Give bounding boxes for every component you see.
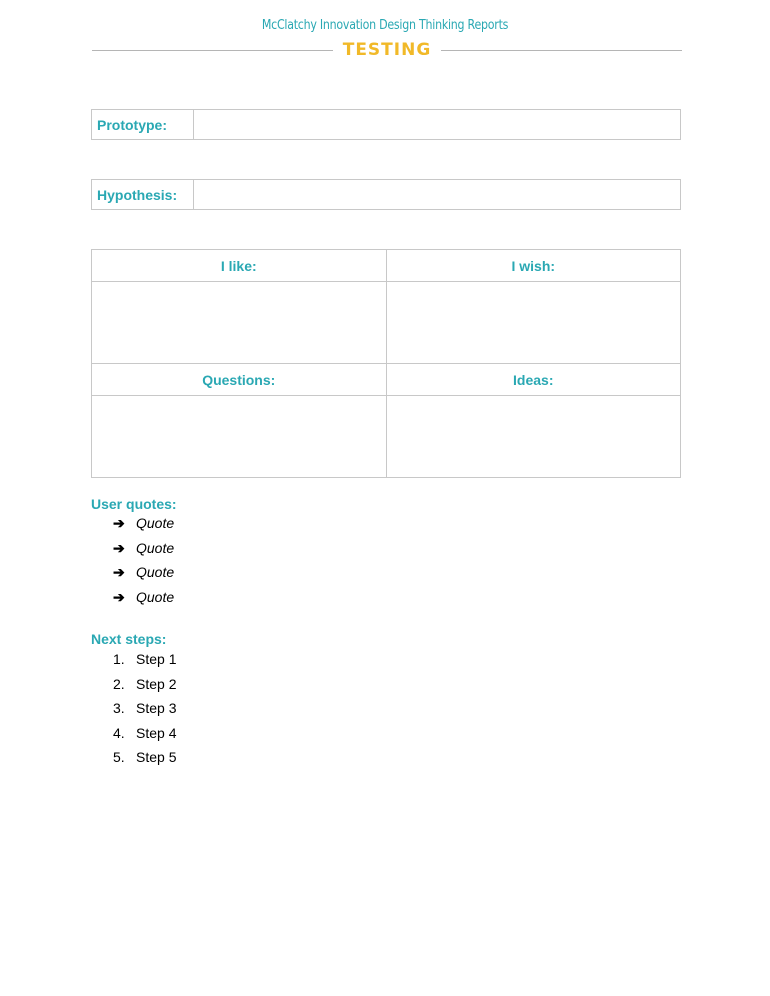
quote-text: Quote xyxy=(136,588,175,605)
list-item xyxy=(113,650,176,675)
list-item xyxy=(113,563,174,588)
next-steps-heading: Next steps: xyxy=(91,631,167,647)
list-item xyxy=(113,724,176,749)
step-text: Step 3 xyxy=(136,700,177,717)
step-number: 2. xyxy=(113,675,125,692)
step-number: 4. xyxy=(113,724,125,741)
list-item xyxy=(113,588,174,613)
hypothesis-table xyxy=(91,179,681,210)
feedback-grid xyxy=(91,249,681,478)
user-quotes-list xyxy=(113,514,174,612)
prototype-value[interactable] xyxy=(194,110,681,140)
page-title: TESTING xyxy=(342,40,432,60)
step-text: Step 2 xyxy=(136,675,177,692)
questions-cell[interactable] xyxy=(92,396,387,478)
user-quotes-heading: User quotes: xyxy=(91,496,177,512)
ideas-cell[interactable] xyxy=(386,396,681,478)
list-item xyxy=(113,699,176,724)
report-subtitle: McClatchy Innovation Design Thinking Reports xyxy=(261,18,509,33)
i-wish-header: I wish: xyxy=(386,250,681,282)
next-steps-list xyxy=(113,650,176,773)
step-text: Step 5 xyxy=(136,749,177,766)
step-number: 1. xyxy=(113,651,125,667)
ideas-header: Ideas: xyxy=(386,364,681,396)
hypothesis-value[interactable] xyxy=(194,180,681,210)
title-row xyxy=(92,40,682,60)
quote-text: Quote xyxy=(136,564,175,581)
right-rule xyxy=(441,50,682,51)
step-text: Step 4 xyxy=(136,724,177,741)
questions-header: Questions: xyxy=(92,364,387,396)
arrow-icon: ➔ xyxy=(113,515,125,531)
i-wish-cell[interactable] xyxy=(386,282,681,364)
list-item xyxy=(113,514,174,539)
arrow-icon: ➔ xyxy=(113,588,125,605)
arrow-icon: ➔ xyxy=(113,539,125,556)
list-item xyxy=(113,539,174,564)
step-number: 3. xyxy=(113,700,125,717)
step-text: Step 1 xyxy=(136,651,177,667)
list-item xyxy=(113,675,176,700)
left-rule xyxy=(92,50,333,51)
quote-text: Quote xyxy=(136,539,175,556)
prototype-label: Prototype: xyxy=(92,110,194,140)
i-like-cell[interactable] xyxy=(92,282,387,364)
i-like-header: I like: xyxy=(92,250,387,282)
hypothesis-label: Hypothesis: xyxy=(92,180,194,210)
quote-text: Quote xyxy=(136,515,175,531)
list-item xyxy=(113,748,176,773)
prototype-table xyxy=(91,109,681,140)
arrow-icon: ➔ xyxy=(113,564,125,581)
step-number: 5. xyxy=(113,749,125,766)
